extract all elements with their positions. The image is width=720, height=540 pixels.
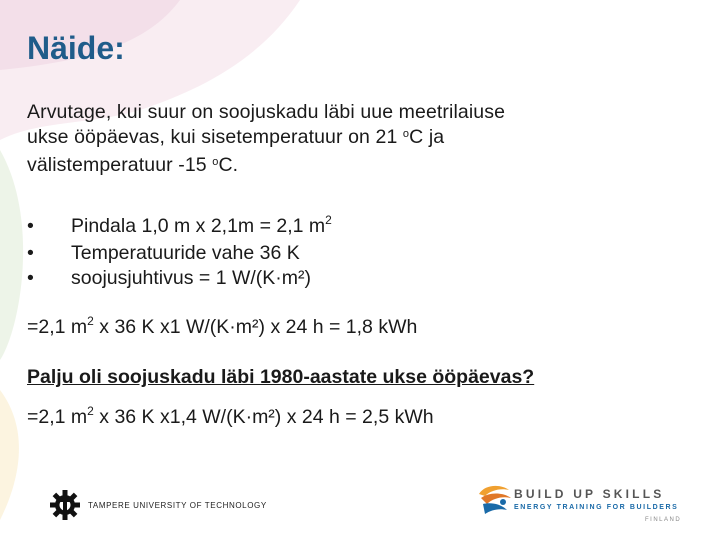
degree-symbol: o	[212, 156, 219, 168]
problem-statement	[27, 100, 687, 181]
problem-line-3	[27, 153, 687, 181]
bus-title: BUILD UP SKILLS	[514, 487, 665, 501]
bus-subtitle: ENERGY TRAINING FOR BUILDERS	[514, 504, 679, 511]
build-up-skills-swirl-icon	[475, 480, 515, 520]
problem-line-2-text: ukse ööpäevas, kui sisetemperatuur on 21	[27, 126, 403, 148]
superscript-2: 2	[87, 314, 94, 328]
bullet-icon: •	[27, 267, 34, 289]
list-item	[27, 266, 332, 291]
conductance-text: soojusjuhtivus = 1 W/(K·m²)	[71, 267, 312, 289]
superscript-2: 2	[325, 213, 332, 227]
temperature-difference-text: Temperatuuride vahe 36 K	[71, 242, 300, 264]
calculation-old-door	[27, 405, 434, 432]
list-item	[27, 214, 332, 241]
calc-part-b: x 36 K x1,4 W/(K·m²) x 24 h = 2,5 kWh	[93, 406, 434, 428]
question-old-door: Palju oli soojuskadu läbi 1980-aastate ukse ööpäevas?	[27, 366, 535, 388]
problem-line-3-unit: C.	[218, 154, 239, 176]
tut-logo	[50, 490, 267, 520]
gear-icon	[50, 490, 80, 520]
bullet-icon: •	[27, 215, 34, 237]
problem-line-2	[27, 125, 687, 153]
problem-line-1: Arvutage, kui suur on soojuskadu läbi uue meetrilaiuse	[27, 101, 506, 123]
superscript-2: 2	[87, 404, 94, 418]
tut-name: TAMPERE UNIVERSITY OF TECHNOLOGY	[88, 500, 267, 510]
bus-country: FINLAND	[645, 517, 682, 523]
problem-line-3-text: välistemperatuur -15	[27, 154, 213, 176]
degree-symbol: o	[402, 128, 410, 140]
area-text	[71, 214, 332, 241]
calculation-new-door	[27, 315, 417, 342]
problem-line-2-unit: C ja	[409, 126, 445, 148]
slide-title: Näide:	[27, 30, 125, 66]
calc-part-a: =2,1 m	[27, 316, 88, 338]
calc-part-b: x 36 K x1 W/(K·m²) x 24 h = 1,8 kWh	[93, 316, 418, 338]
calc-part-a: =2,1 m	[27, 406, 88, 428]
list-item	[27, 241, 332, 266]
area-value: Pindala 1,0 m x 2,1m = 2,1 m	[71, 215, 326, 237]
build-up-skills-logo	[475, 480, 695, 530]
bullet-icon: •	[27, 242, 34, 264]
given-values-list	[27, 214, 332, 291]
